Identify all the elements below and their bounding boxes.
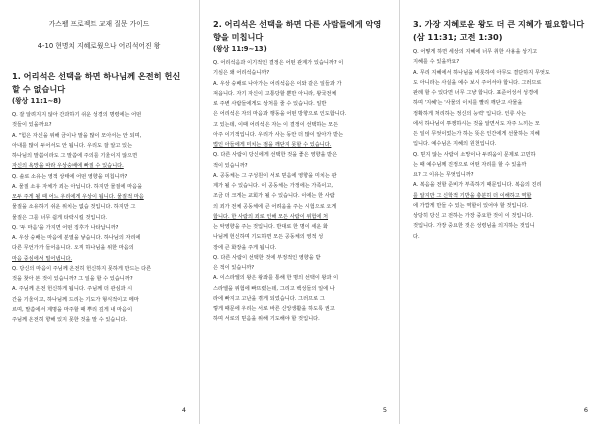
page-6 xyxy=(401,0,600,424)
text-line: A. 우상 숭배로 나아가는 어리석음은 이와 같은 일들과 가 xyxy=(213,80,342,87)
body-text xyxy=(213,58,389,325)
text-line: 물질은 그를 너무 쉽게 타락시킬 것입니다. xyxy=(12,214,108,221)
text-line: 아주 이기적입니다. 우리가 사는 동안 더 많이 알아가 받는 xyxy=(213,131,344,138)
text-line: 정확하게 처리하는 정신의 능력' 입니다. 인류 사는 xyxy=(413,110,527,117)
text-line: 에서 하나님이 투쟁하시는 것을 알면서도 자주 느끼는 모 xyxy=(413,120,540,127)
text-line: 자신의 욕망을 따라 우상숭배에 빠질 수 있습니다. xyxy=(12,163,124,170)
text-line: 든 일이 무엇이었는가 하는 뜻은 인간에게 선물하는 지혜 xyxy=(413,131,540,137)
text-line: A. 공동체는 그 구성원이 서로 믿음에 영향을 미치는 관 xyxy=(213,172,337,179)
text-line: 입니다. 예수님은 지혜의 원천입니다. xyxy=(413,141,497,148)
page-number: 4 xyxy=(181,406,186,414)
text-line: 물질을 소유하기 쉬운 위치는 없습 것입니다. 하지만 그 xyxy=(12,204,136,211)
text-line: 장에 큰 화장을 주게 됩니다. xyxy=(213,244,277,251)
text-line: 상당히 당신 고 전하는 가장 중요한 것이 이 것입니다. xyxy=(413,213,534,219)
text-line: 것을 찾아 본 것이 있습니까? 그 일을 할 수 있습니까? xyxy=(12,276,133,282)
text-line: Q. 믿지 않는 사람이 소망이나 두려움이 문제로 고민하 xyxy=(413,151,536,158)
text-line: 나님께 헌신하며 기도하면 모든 공동체의 영적 성 xyxy=(213,234,324,241)
text-line: A. 주님께 온전 헌신하게 됩니다. 주님께 더 관심과 시 xyxy=(12,286,133,293)
text-line: 하나님의 말씀이라도 그 말씀에 주의를 기울이지 않으면 xyxy=(12,153,138,159)
text-line: 간을 기울이고, 하나님께 드리는 기도가 형식적이고 메마 xyxy=(12,296,139,303)
text-line: A. 물질 소유 자체가 죄는 아닙니다. 하지만 물질에 마음을 xyxy=(12,183,143,190)
page-4 xyxy=(0,0,198,424)
page-5 xyxy=(201,0,399,424)
text-line: 것들이 있을까요? xyxy=(12,122,52,129)
body-text xyxy=(413,47,588,242)
text-line: 조금 더 크게는 교회가 될 수 있습니다. 이에는 한 사람 xyxy=(213,193,335,200)
scripture-reference: (왕상 11:1~8) xyxy=(12,97,62,105)
text-line: 기심은 왜 어리석습니까? xyxy=(213,70,270,77)
page-divider xyxy=(199,0,200,424)
lesson-title: 4-10 현명치 지혜로웠으나 어리석어진 왕 xyxy=(37,42,161,50)
text-line: 계가 될 수 있습니다. 이 공동체는 가정에는 가족이고, xyxy=(213,183,334,189)
text-line: 렇게 때문에 우리는 서로 바른 신앙생활을 하도록 권고 xyxy=(213,306,335,312)
text-line: 판례 할 수 있다면 너무 그냥 합니다. 표준어성서 성경에 xyxy=(413,90,539,96)
section-heading: 1. 어리석은 선택을 하면 하나님께 온전히 헌신할 수 없습니다 xyxy=(12,71,181,94)
text-line: 도 아니라는 사실을 예수 보시 주어서야 합니다. 그러므로 xyxy=(413,79,542,86)
section-heading: 3. 가장 지혜로운 왕도 더 큰 지혜가 필요합니다(삼 11:31; 고전 1:30) xyxy=(413,19,585,42)
text-line: 지혜를 수 있을까요? xyxy=(413,59,460,66)
text-line: 고 있는데, 이때 어리석은 자는 이 결정이 선택하는 모든 xyxy=(213,121,339,128)
text-line: 져옵니다. 자기 자신이 고통당할 뿐만 아니라, 왕국전체 xyxy=(213,90,337,97)
text-line: 라에 빠지고 고난을 겪게 되었습니다. 그러므로 그 xyxy=(213,295,325,302)
text-line: 로 주변 사람들에게도 상처를 줄 수 있습니다. 일반 xyxy=(213,101,327,107)
text-line: 은 어리석은 자의 마음과 행동을 어떤 방향으로 인도합니다. xyxy=(213,111,347,118)
text-line: Q. 어리석음과 이기적인 결정은 어떤 관계가 있습니까? 이 xyxy=(213,60,344,66)
text-line: Q. 잘 알려지지 않아 간과하기 쉬운 성경의 명령에는 어떤 xyxy=(12,112,142,118)
text-line: 다. xyxy=(413,233,420,240)
text-line: Q. 솔로 소유는 영적 상태에 어떤 영향을 미칩니까? xyxy=(12,173,128,180)
text-line: 는 때 예수님께 진정으로 어떤 자리를 할 수 있을까 xyxy=(413,161,527,168)
text-line: 의 죄가 전체 공동체에 큰 어려움을 주는 시험으로 오게 xyxy=(213,203,337,210)
text-line: A. 무리 지혜에서 하나님을 비롯하여 아무도 결단하지 무엇도 xyxy=(413,69,550,76)
header-title: 가스펠 프로젝트 교재 질문 가이드 xyxy=(48,20,150,28)
text-line: Q. 다른 사람이 선택한 것에 부정적인 영향을 받 xyxy=(213,254,321,261)
text-line: 주님께 온전히 향해 있지 못한 것을 말 수 있습니다. xyxy=(12,317,128,323)
text-line: 모두 주게 될 때 어느 우리에게 우상이 됩니다. 물질적 마음 xyxy=(12,194,144,200)
text-line: 마음 중심에서 밀어냅니다. xyxy=(12,255,73,262)
text-line: Q. 당신의 마음이 주님께 온전히 헌신하지 못하게 만드는 다른 xyxy=(12,265,152,272)
text-line: A. "힘은 자신을 위해 금이나 말을 많이 모아서는 안 되며, xyxy=(12,132,142,139)
body-text xyxy=(12,110,186,325)
text-line: 요? 그 이유는 무엇입니까? xyxy=(413,172,474,178)
text-line: 은 적이 있습니까? xyxy=(213,265,255,271)
text-line: 는 악영향을 주는 것입니다. 반대로 한 명이 세운 화 xyxy=(213,224,329,230)
text-line: 하며 서로의 믿음을 위해 기도해야 할 것입니다. xyxy=(213,316,320,323)
text-line: Q. 어떻게 하면 세상의 지혜에 너무 취한 사용을 상기고 xyxy=(413,49,538,55)
text-line: Q. 다른 사람이 당신에게 선택한 것을 좋은 영향을 받은 xyxy=(213,152,338,159)
page-divider xyxy=(399,0,400,424)
text-line: A. 우상 숭배는 마음에 분열을 낳습니다. 하나님의 자리에 xyxy=(12,235,141,241)
text-line: 르며, 말씀에서 계명을 마주할 때 뿌리 깊게 내 마음이 xyxy=(12,306,133,313)
text-line: 적이 있습니까? xyxy=(213,162,248,169)
scripture-reference: (왕상 11:9~13) xyxy=(213,45,267,53)
section-heading: 2. 어리석은 선택을 하면 다른 사람들에게 악영향을 미칩니다 xyxy=(213,19,382,42)
text-line: 합니다. 한 사람의 죄로 인해 모든 사람이 위험에 처 xyxy=(213,213,329,220)
text-line: 것입니다. 가장 중요한 것은 성령님을 의지하는 것입니 xyxy=(413,223,535,230)
text-line: A. 이스라엘의 왕은 왕좌를 통해 한 명의 선택이 왕과 이 xyxy=(213,275,339,282)
page-number: 5 xyxy=(382,406,387,414)
text-line: 아내를 많이 두어서도 안 됩니다. 우리도 잘 알고 있는 xyxy=(12,142,133,149)
text-line: 스라엘을 위험에 빠뜨렸는데, 그리고 백성들의 일에 나 xyxy=(213,285,335,292)
text-line: 에 가깝게 만들 수 있는 역할이 있어야 할 것입니다. xyxy=(413,202,529,209)
text-line: 다른 무언가가 들어옵니다. 오직 하나님을 위한 마음의 xyxy=(12,245,134,252)
text-line: 법인 아들에게 미치는 점을 깨닫지 못할 수 있습니다. xyxy=(213,142,332,148)
text-line: Q. '두 마음'을 가지면 어떤 징후가 나타납니까? xyxy=(12,224,119,231)
text-line: A. 복음을 전할 준비가 부족하기 때문입니다. 복음의 진리 xyxy=(413,182,542,189)
page-number: 6 xyxy=(583,406,588,414)
text-line: 하며 '지혜'는 '사물의 이치를 빨리 깨닫고 사물을 xyxy=(413,100,523,107)
text-line: 를 알지만 그 신학적 기반을 충분히 더 이해하고 역할 xyxy=(413,192,532,199)
